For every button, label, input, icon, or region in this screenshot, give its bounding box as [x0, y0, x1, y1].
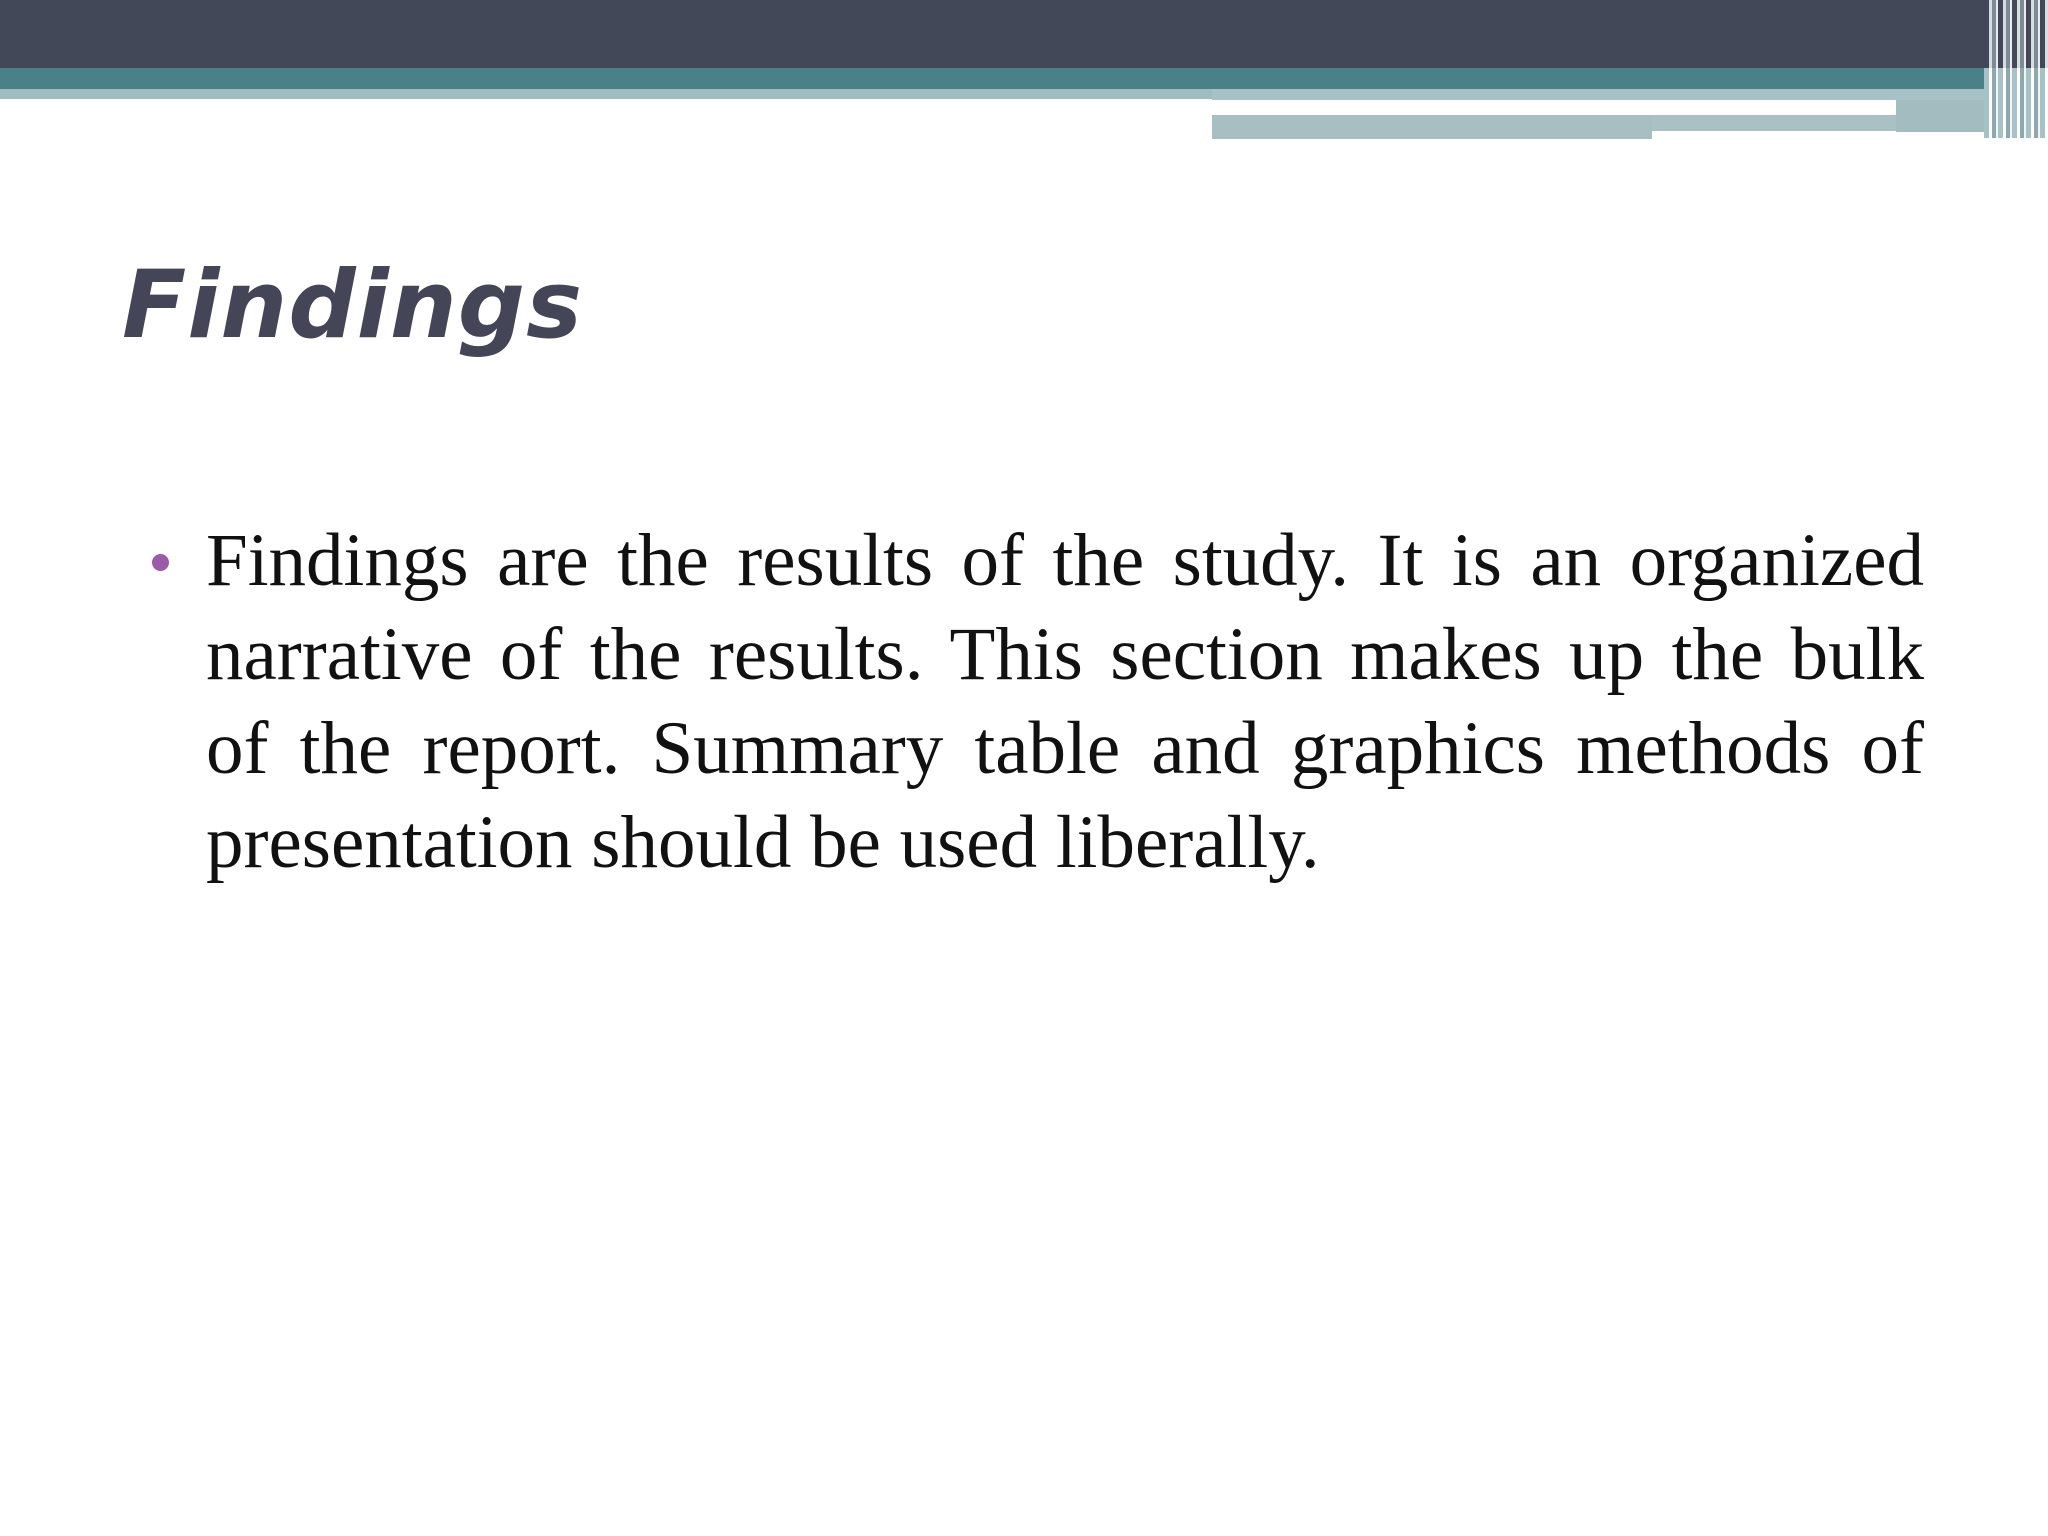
- bullet-list: [148, 514, 1924, 890]
- header-band-accent: [1212, 89, 2048, 100]
- header-band-white-line: [1212, 110, 1896, 115]
- header-band-accent-lower: [1212, 115, 1652, 139]
- header-stripes-decoration: [1984, 0, 2048, 138]
- bullet-item: [148, 514, 1924, 890]
- header-band-light: [0, 89, 1212, 99]
- bullet-text: Findings are the results of the study. It is an organized narrative of the results. This section makes up the bulk of the report. Summary table and graphics methods of presentation should be used liberally.: [206, 519, 1924, 884]
- slide-title: Findings: [122, 251, 584, 360]
- bullet-dot-icon: [152, 554, 169, 571]
- header-band-dark: [0, 0, 2048, 68]
- header-band-teal: [0, 68, 2048, 89]
